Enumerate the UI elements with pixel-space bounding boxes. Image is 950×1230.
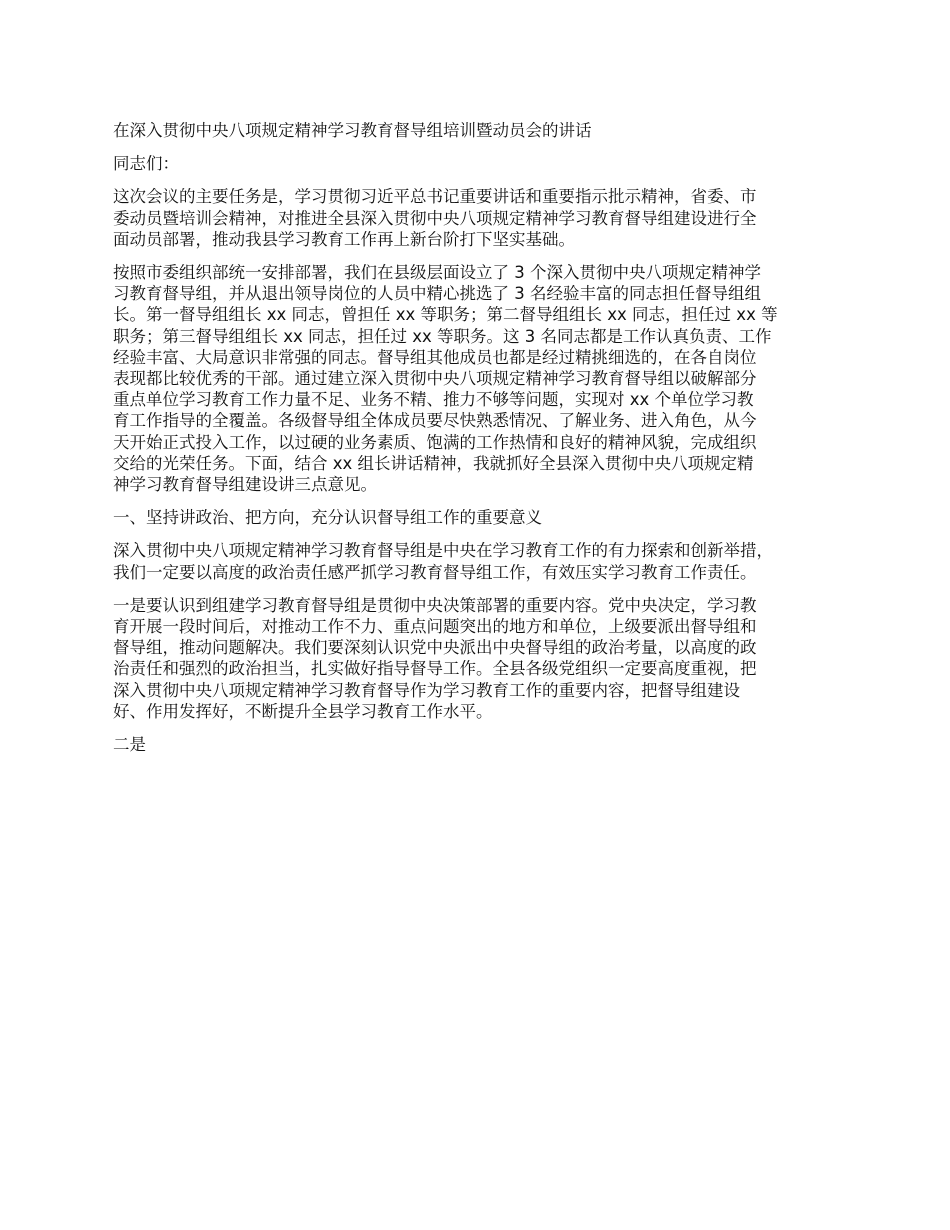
section-heading-1: 一、坚持讲政治、把方向，充分认识督导组工作的重要意义	[113, 508, 542, 528]
paragraph-point-2: 二是	[113, 735, 146, 755]
paragraph-significance: 深入贯彻中央八项规定精神学习教育督导组是中央在学习教育工作的有力探索和创新举措， 我们一定要以高度的政治责任感严抓学习教育督导组工作，有效压实学习教育工作责任。	[113, 541, 773, 582]
salutation: 同志们：	[113, 154, 179, 174]
paragraph-arrangement: 按照市委组织部统一安排部署，我们在县级层面设立了 3 个深入贯彻中央八项规定精神学 习教育督导组，并从退出领导岗位的人员中精心挑选了 3 名经验丰富的同志担任督导组组 长。第一督导组组长 xx 同志，曾担任 xx 等职务；第二督导组组长 xx 同志，担任过 xx 等 职务；第三督导组组长 xx 同志，担任过 xx 等职务。这 3 名同志都是工作认真负责、工作 经验丰富、大局意识非常强的同志。督导组其他成员也都是经过精挑细选的，在各自岗位 表现都比较优秀的干部。通过建立深入贯彻中央八项规定精神学习教育督导组以破解部分 重点单位学习教育工作力量不足、业务不精、推力不够等问题，实现对 xx 个单位学习教 育工作指导的全覆盖。各级督导组全体成员要尽快熟悉情况、了解业务、进入角色，从今 天开始正式投入工作，以过硬的业务素质、饱满的工作热情和良好的精神风貌，完成组织 交给的光荣任务。下面，结合 xx 组长讲话精神，我就抓好全县深入贯彻中央八项规定精 神学习教育督导组建设讲三点意见。	[113, 263, 778, 495]
document-body	[113, 120, 840, 767]
paragraph-intro: 这次会议的主要任务是，学习贯彻习近平总书记重要讲话和重要指示批示精神，省委、市 委动员暨培训会精神，对推进全县深入贯彻中央八项规定精神学习教育督导组建设进行全 面动员部署，推动我县学习教育工作再上新台阶打下坚实基础。	[113, 187, 757, 249]
document-title: 在深入贯彻中央八项规定精神学习教育督导组培训暨动员会的讲话	[113, 121, 592, 140]
paragraph-point-1: 一是要认识到组建学习教育督导组是贯彻中央决策部署的重要内容。党中央决定，学习教 育开展一段时间后，对推动工作不力、重点问题突出的地方和单位，上级要派出督导组和 督导组，推动问题解决。我们要深刻认识党中央派出中央督导组的政治考量，以高度的政 治责任和强烈的政治担当，扎实做好指导督导工作。全县各级党组织一定要高度重视，把 深入贯彻中央八项规定精神学习教育督导作为学习教育工作的重要内容，把督导组建设 好、作用发挥好，不断提升全县学习教育工作水平。	[113, 595, 757, 721]
